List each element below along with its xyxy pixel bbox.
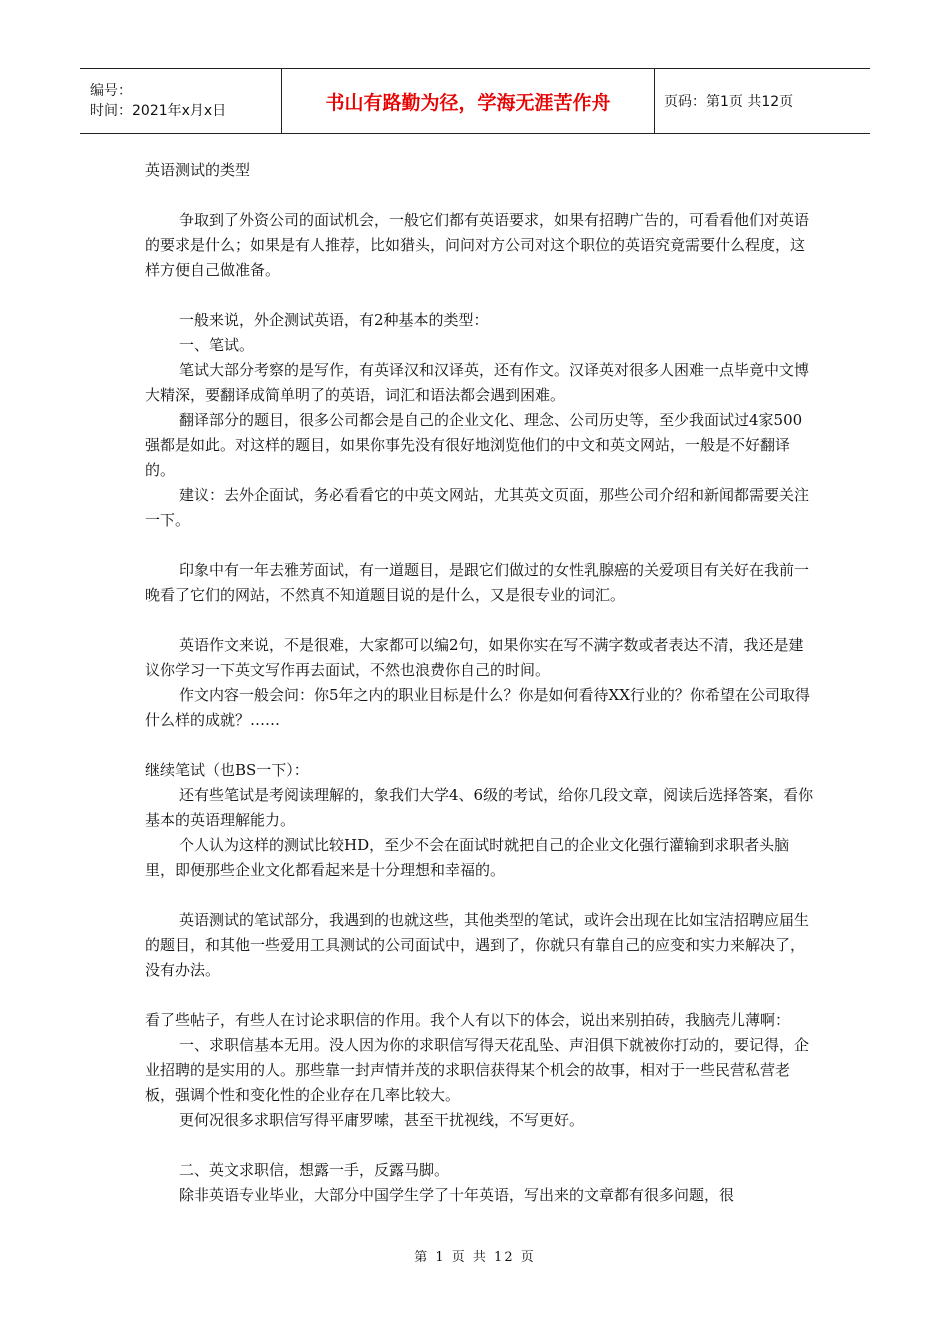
document-title: 英语测试的类型 (145, 161, 251, 179)
page-footer: 第 1 页 共 12 页 (414, 1250, 536, 1265)
paragraph: 作文内容一般会问：你5年之内的职业目标是什么？你是如何看待XX行业的？你希望在公司取得什么样的成就？…… (145, 686, 810, 729)
spacer (145, 733, 815, 758)
spacer (145, 283, 815, 308)
paragraph: 看了些帖子，有些人在讨论求职信的作用。我个人有以下的体会，说出来别拍砖，我脑壳儿薄啊： (145, 1011, 791, 1029)
page-header (80, 68, 870, 134)
paragraph: 英语作文来说，不是很难，大家都可以编2句，如果你实在写不满字数或者表达不清，我还是建议你学习一下英文写作再去面试，不然也浪费你自己的时间。 (145, 636, 804, 679)
section-heading: 继续笔试（也BS一下）： (145, 761, 309, 779)
document-time-label: 时间：2021年x月x日 (90, 103, 227, 119)
paragraph: 一般来说，外企测试英语，有2种基本的类型： (179, 311, 489, 329)
paragraph: 更何况很多求职信写得平庸罗嗦，甚至干扰视线，不写更好。 (179, 1111, 585, 1129)
header-page-cell (655, 69, 870, 133)
paragraph: 个人认为这样的测试比较HD，至少不会在面试时就把自己的企业文化强行灌输到求职者头脑里，即便那些企业文化都看起来是十分理想和幸福的。 (145, 836, 790, 879)
header-meta (80, 69, 282, 133)
paragraph: 除非英语专业毕业，大部分中国学生学了十年英语，写出来的文章都有很多问题，很 (179, 1186, 735, 1204)
paragraph: 二、英文求职信，想露一手，反露马脚。 (179, 1161, 450, 1179)
paragraph: 还有些笔试是考阅读理解的，象我们大学4、6级的考试，给你几段文章，阅读后选择答案，看你基本的英语理解能力。 (145, 786, 814, 829)
spacer (145, 183, 815, 208)
paragraph: 一、笔试。 (179, 336, 255, 354)
paragraph: 一、求职信基本无用。没人因为你的求职信写得天花乱坠、声泪俱下就被你打动的，要记得，企业招聘的是实用的人。那些靠一封声情并茂的求职信获得某个机会的故事，相对于一些民营私营老板，强调个性和变化性的企业存在几率比较大。 (145, 1036, 810, 1104)
paragraph: 英语测试的笔试部分，我遇到的也就这些，其他类型的笔试，或许会出现在比如宝洁招聘应届生的题目，和其他一些爱用工具测试的公司面试中，遇到了，你就只有靠自己的应变和实力来解决了，没有办法。 (145, 911, 810, 979)
spacer (145, 883, 815, 908)
paragraph: 印象中有一年去雅芳面试，有一道题目，是跟它们做过的女性乳腺癌的关爱项目有关好在我前一晚看了它们的网站，不然真不知道题目说的是什么，又是很专业的词汇。 (145, 561, 810, 604)
document-body (145, 158, 815, 1208)
header-motto: 书山有路勤为径，学海无涯苦作舟 (325, 91, 611, 114)
spacer (145, 983, 815, 1008)
paragraph: 建议：去外企面试，务必看看它的中英文网站，尤其英文页面，那些公司介绍和新闻都需要关注一下。 (145, 486, 810, 529)
spacer (145, 1133, 815, 1158)
paragraph: 翻译部分的题目，很多公司都会是自己的企业文化、理念、公司历史等，至少我面试过4家500强都是如此。对这样的题目，如果你事先没有很好地浏览他们的中文和英文网站，一般是不好翻译的。 (145, 411, 803, 479)
document-number-label: 编号： (90, 83, 132, 99)
spacer (145, 533, 815, 558)
paragraph: 争取到了外资公司的面试机会，一般它们都有英语要求，如果有招聘广告的，可看看他们对英语的要求是什么；如果是有人推荐，比如猎头，问问对方公司对这个职位的英语究竟需要什么程度，这样方便自己做准备。 (145, 211, 810, 279)
header-page-info: 页码：第1页 共12页 (664, 94, 794, 110)
spacer (145, 608, 815, 633)
paragraph: 笔试大部分考察的是写作，有英译汉和汉译英，还有作文。汉译英对很多人困难一点毕竟中文博大精深，要翻译成简单明了的英语，词汇和语法都会遇到困难。 (145, 361, 810, 404)
header-motto-cell (282, 69, 655, 133)
